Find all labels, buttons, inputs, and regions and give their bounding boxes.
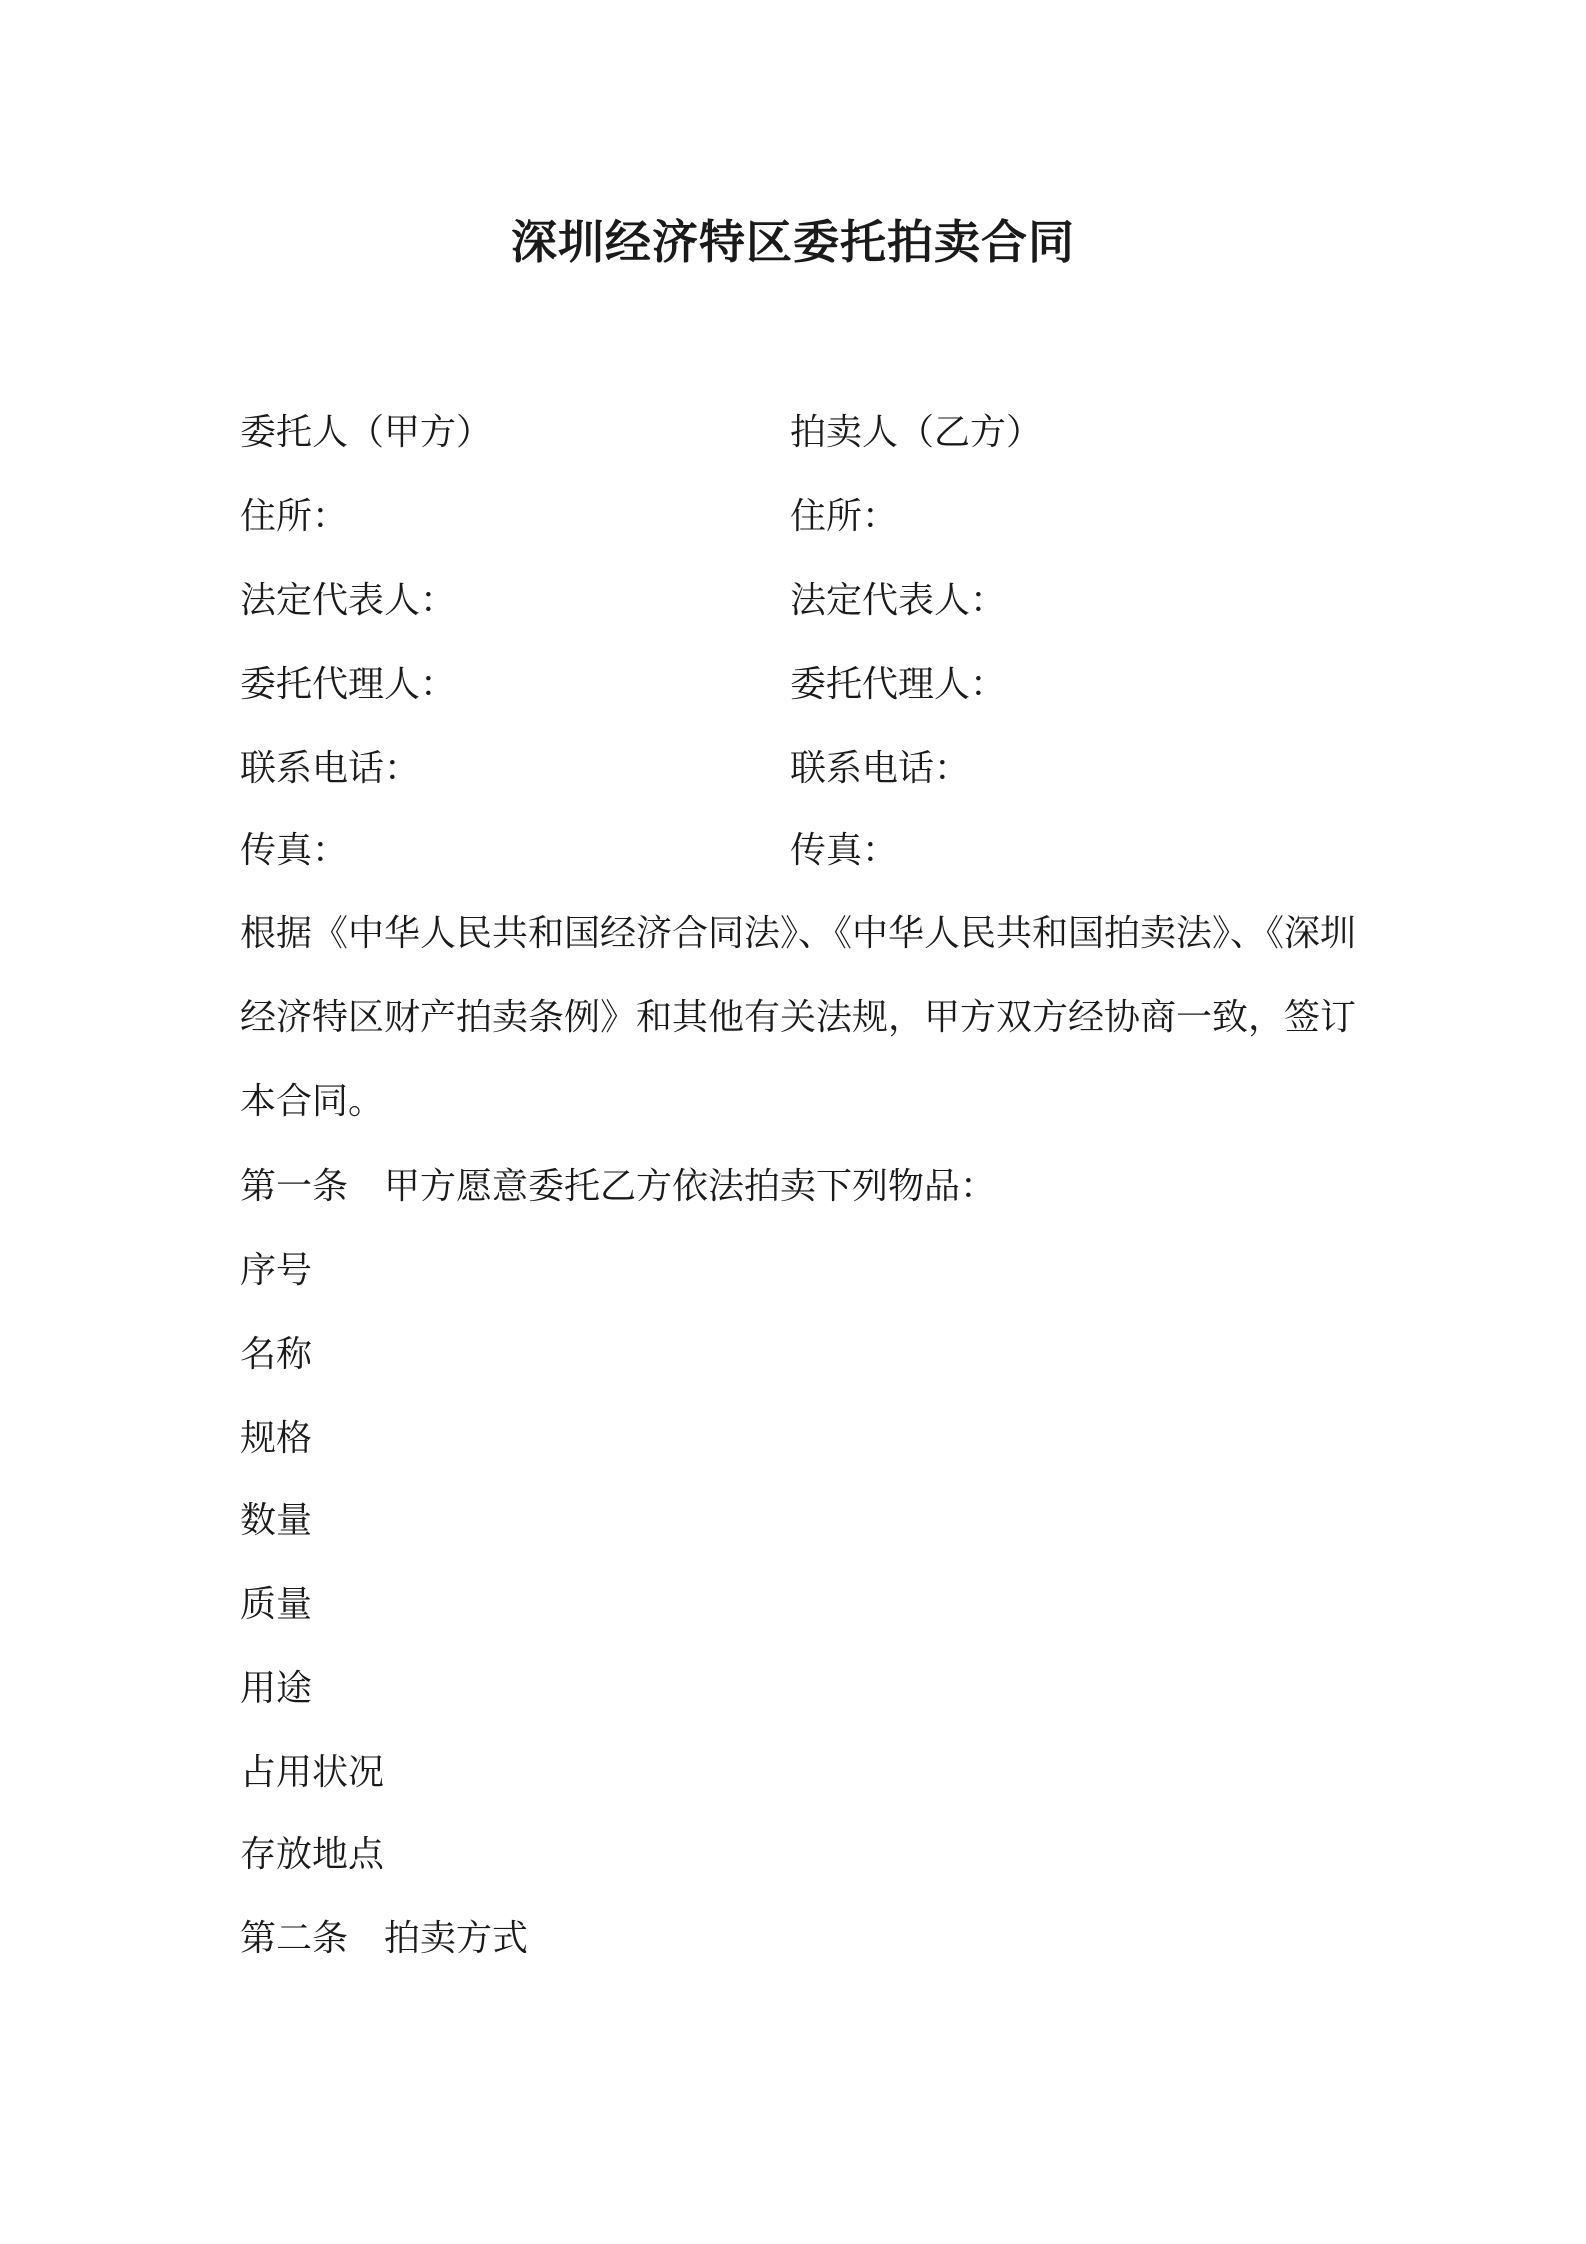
party-row (240, 660, 1370, 710)
article-1: 第一条 甲方愿意委托乙方依法拍卖下列物品： (240, 1166, 997, 1207)
party-a-phone: 联系电话： (240, 748, 421, 789)
party-a-label: 委托人（甲方） (240, 412, 493, 453)
party-a-agent: 委托代理人： (240, 664, 457, 705)
item-field: 序号 (240, 1250, 313, 1291)
party-a-fax: 传真： (240, 830, 349, 871)
party-a-address: 住所： (240, 496, 349, 537)
party-row (240, 826, 1370, 876)
item-field: 质量 (240, 1584, 313, 1625)
item-field: 规格 (240, 1418, 313, 1459)
party-b-phone: 联系电话： (790, 748, 971, 789)
party-a-legal-rep: 法定代表人： (240, 580, 457, 621)
party-b-fax: 传真： (790, 830, 899, 871)
party-row (240, 408, 1370, 458)
party-b-address: 住所： (790, 496, 899, 537)
item-field: 用途 (240, 1668, 313, 1709)
party-b-legal-rep: 法定代表人： (790, 580, 1007, 621)
party-row (240, 576, 1370, 626)
document-title: 深圳经济特区委托拍卖合同 (511, 215, 1075, 269)
party-b-label: 拍卖人（乙方） (790, 412, 1043, 453)
party-row (240, 492, 1370, 542)
item-field: 占用状况 (240, 1752, 385, 1793)
preamble-paragraph: 根据《中华人民共和国经济合同法》、《中华人民共和国拍卖法》、《深圳经济特区财产拍卖条例》和其他有关法规，甲方双方经协商一致，签订本合同。 (240, 913, 1357, 1122)
party-b-agent: 委托代理人： (790, 664, 1007, 705)
item-field: 数量 (240, 1500, 313, 1541)
item-field: 存放地点 (240, 1834, 385, 1875)
item-field: 名称 (240, 1334, 313, 1375)
party-row (240, 744, 1370, 794)
article-2: 第二条 拍卖方式 (240, 1918, 529, 1959)
